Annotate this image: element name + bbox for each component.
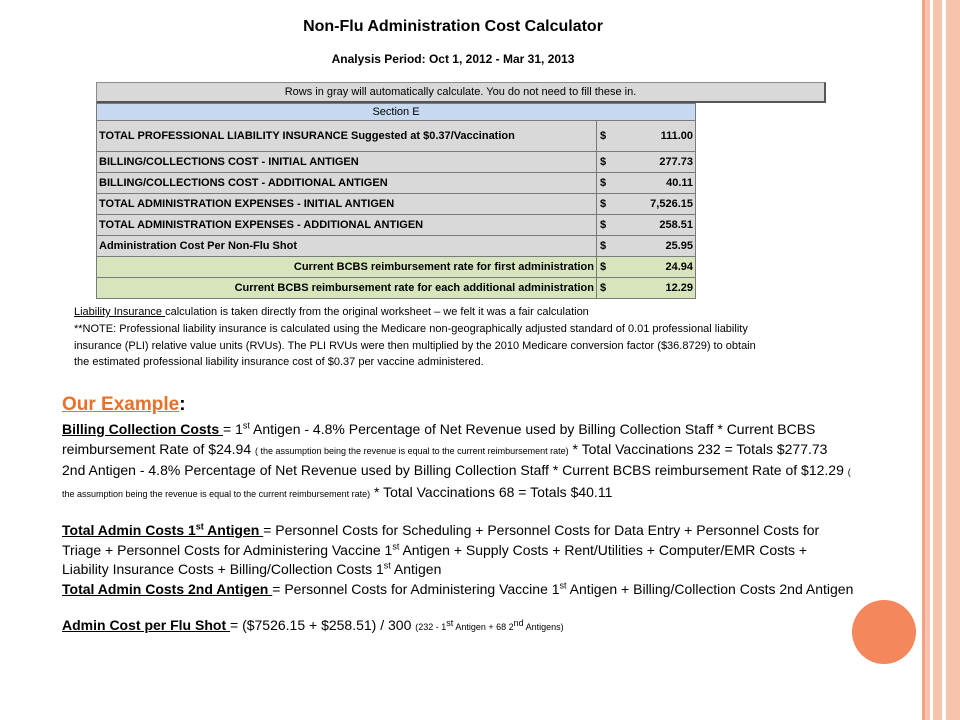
section-header: Section E bbox=[97, 104, 696, 121]
analysis-period: Analysis Period: Oct 1, 2012 - Mar 31, 2013 bbox=[331, 52, 575, 66]
row-label: TOTAL ADMINISTRATION EXPENSES - ADDITIONAL ANTIGEN bbox=[97, 215, 597, 236]
currency-symbol: $ bbox=[600, 177, 607, 189]
total-admin-costs-2-label: Total Admin Costs 2nd Antigen bbox=[62, 580, 273, 597]
liability-insurance-note bbox=[74, 304, 764, 371]
superscript: st bbox=[446, 618, 454, 628]
currency-symbol: $ bbox=[600, 130, 607, 142]
formula-text: Antigen + Supply Costs + Rent/Utilities + Computer/EMR Costs + Liability Insurance Costs + Billing/Collection Costs 1 bbox=[62, 541, 808, 577]
row-amount bbox=[597, 236, 696, 257]
total-admin-costs-1-label bbox=[62, 522, 263, 538]
row-label: Current BCBS reimbursement rate for each additional administration bbox=[97, 278, 597, 299]
formula-text: (232 - 1 bbox=[415, 622, 447, 632]
table-row bbox=[97, 152, 696, 173]
formula-text: Antigen bbox=[390, 561, 442, 577]
gray-rows-note: Rows in gray will automatically calculate. You do not need to fill these in. bbox=[96, 82, 826, 103]
liability-footnote: **NOTE: Professional liability insurance is calculated using the Medicare non-geographically adjusted standard of 0.01 professional liability insurance (PLI) relative value units (RVUs). The PLI RVUs were then multiplied by the 2010 Medicare conversion factor ($36.8729) to obtain the estimated professional liability insurance cost of $0.37 per vaccine administered. bbox=[74, 322, 756, 369]
table-row bbox=[97, 173, 696, 194]
admin-cost-per-shot bbox=[62, 616, 854, 638]
currency-symbol: $ bbox=[600, 198, 607, 210]
table-row bbox=[97, 278, 696, 299]
superscript: st bbox=[383, 560, 391, 571]
formula-text: = Personnel Costs for Scheduling + Personnel Costs for Data Entry + Personnel Costs for Triage + Personnel Costs for Administering Vaccine 1 bbox=[62, 522, 820, 558]
row-label: TOTAL ADMINISTRATION EXPENSES - INITIAL ANTIGEN bbox=[97, 194, 597, 215]
decorative-vertical-line bbox=[922, 0, 925, 720]
row-label: BILLING/COLLECTIONS COST - INITIAL ANTIGEN bbox=[97, 152, 597, 173]
row-label: Administration Cost Per Non-Flu Shot bbox=[97, 236, 597, 257]
superscript: st bbox=[242, 420, 250, 431]
amount-value: 24.94 bbox=[665, 261, 693, 273]
row-amount bbox=[597, 257, 696, 278]
amount-value: 111.00 bbox=[660, 130, 693, 142]
section-header-row bbox=[97, 104, 696, 121]
currency-symbol: $ bbox=[600, 219, 607, 231]
table-row bbox=[97, 236, 696, 257]
amount-value: 7,526.15 bbox=[650, 198, 693, 210]
row-label: Current BCBS reimbursement rate for first administration bbox=[97, 257, 597, 278]
row-label: TOTAL PROFESSIONAL LIABILITY INSURANCE Suggested at $0.37/Vaccination bbox=[97, 121, 597, 152]
billing-collection-initial bbox=[62, 420, 854, 461]
cost-table bbox=[96, 103, 696, 299]
superscript: st bbox=[195, 521, 204, 532]
formula-text: = 1 bbox=[223, 421, 243, 437]
row-amount bbox=[597, 278, 696, 299]
table-row bbox=[97, 257, 696, 278]
superscript: st bbox=[392, 540, 400, 551]
billing-collection-additional bbox=[62, 461, 854, 504]
row-amount bbox=[597, 152, 696, 173]
amount-value: 12.29 bbox=[665, 282, 693, 294]
superscript: nd bbox=[513, 618, 524, 628]
currency-symbol: $ bbox=[600, 240, 607, 252]
page-title: Non-Flu Administration Cost Calculator bbox=[303, 18, 603, 35]
superscript: st bbox=[559, 579, 567, 590]
antigen-breakdown bbox=[415, 618, 564, 632]
formula-text: Antigen - 4.8% Percentage of Net Revenue used by Billing Collection Staff * Current BCBS reimbursement Rate of $24.94 bbox=[62, 421, 816, 457]
formula-text: * Total Vaccinations 232 = Totals $277.73 bbox=[568, 440, 828, 457]
label-text: Total Admin Costs 1 bbox=[62, 522, 196, 538]
formula-text: = Personnel Costs for Administering Vaccine 1 bbox=[272, 580, 560, 597]
assumption-note: ( the assumption being the revenue is equal to the current reimbursement rate) bbox=[62, 467, 851, 499]
row-amount bbox=[597, 173, 696, 194]
formula-text: Antigen + 68 2 bbox=[453, 622, 514, 632]
total-admin-costs-additional bbox=[62, 580, 854, 600]
formula-text: Antigens) bbox=[523, 622, 564, 632]
decorative-side-stripes bbox=[922, 0, 960, 720]
decorative-circle bbox=[852, 600, 916, 664]
amount-value: 258.51 bbox=[659, 219, 693, 231]
formula-text: = ($7526.15 + $258.51) / 300 bbox=[230, 617, 416, 633]
currency-symbol: $ bbox=[600, 156, 607, 168]
formula-text: Antigen + Billing/Collection Costs 2nd Antigen bbox=[566, 580, 854, 597]
example-heading-text: Our Example bbox=[62, 394, 180, 415]
liability-insurance-text: calculation is taken directly from the original worksheet – we felt it was a fair calculation bbox=[165, 306, 589, 318]
example-section bbox=[62, 390, 854, 638]
row-amount bbox=[597, 194, 696, 215]
table-row bbox=[97, 215, 696, 236]
row-amount bbox=[597, 215, 696, 236]
total-admin-costs-initial bbox=[62, 521, 854, 580]
amount-value: 277.73 bbox=[659, 156, 693, 168]
currency-symbol: $ bbox=[600, 282, 607, 294]
row-amount bbox=[597, 121, 696, 152]
currency-symbol: $ bbox=[600, 261, 607, 273]
liability-insurance-label: Liability Insurance bbox=[74, 306, 166, 318]
amount-value: 25.95 bbox=[665, 240, 693, 252]
example-heading-colon: : bbox=[179, 394, 186, 415]
table-row bbox=[97, 194, 696, 215]
row-label: BILLING/COLLECTIONS COST - ADDITIONAL ANTIGEN bbox=[97, 173, 597, 194]
label-text: Antigen bbox=[203, 522, 264, 538]
formula-text: 2nd Antigen - 4.8% Percentage of Net Revenue used by Billing Collection Staff * Current BCBS reimbursement Rate of $12.29 bbox=[62, 462, 848, 478]
table-row bbox=[97, 121, 696, 152]
admin-cost-per-shot-label: Admin Cost per Flu Shot bbox=[62, 617, 230, 633]
formula-text: * Total Vaccinations 68 = Totals $40.11 bbox=[370, 483, 613, 500]
amount-value: 40.11 bbox=[666, 177, 693, 189]
assumption-note: ( the assumption being the revenue is equal to the current reimbursement rate) bbox=[255, 445, 569, 456]
example-heading bbox=[62, 390, 854, 420]
billing-collection-label: Billing Collection Costs bbox=[62, 421, 224, 437]
